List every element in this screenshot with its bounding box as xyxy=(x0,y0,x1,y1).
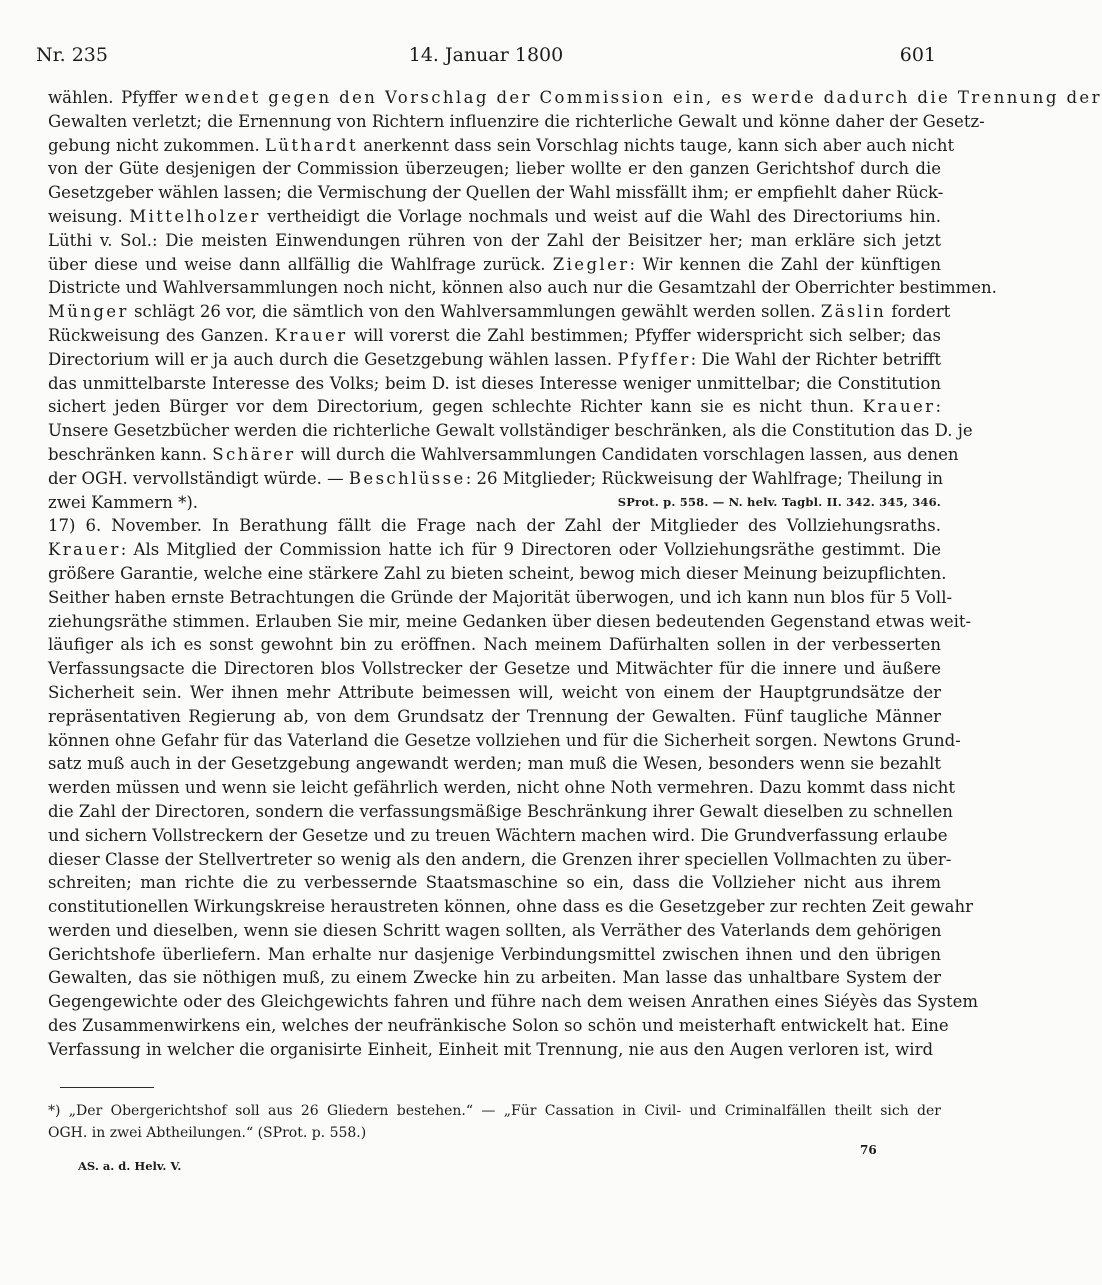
speaker-name: Ziegler xyxy=(552,254,630,274)
text-line xyxy=(48,729,961,753)
text-line xyxy=(48,681,941,705)
text-segment: ziehungsräthe stimmen. Erlauben Sie mir, meine Gedanken über diesen bedeutenden Gegenstand etwas weit- xyxy=(48,611,972,631)
text-segment: Verfassung in welcher die organisirte Einheit, Einheit mit Trennung, nie aus den Augen verloren ist, wird xyxy=(48,1039,934,1059)
text-line xyxy=(48,657,941,681)
text-segment: Rückweisung des Ganzen. xyxy=(48,325,275,345)
text-segment: zwei Kammern *). xyxy=(48,492,199,512)
text-line xyxy=(48,348,941,372)
text-segment: können ohne Gefahr für das Vaterland die Gesetze vollziehen und für die Sicherheit sorgen. Newtons Grund- xyxy=(48,730,961,750)
text-line xyxy=(48,253,941,277)
text-segment: werden müssen und wenn sie leicht gefährlich werden, nicht ohne Noth vermehren. Dazu kommt dass nicht xyxy=(48,778,955,798)
text-segment: dieser Classe der Stellvertreter so wenig als den andern, die Grenzen ihrer speciellen Vollmachten zu über- xyxy=(48,849,952,869)
text-line xyxy=(48,586,953,610)
text-line xyxy=(48,871,941,895)
text-line xyxy=(48,419,973,443)
text-segment: wählen. xyxy=(48,88,114,107)
text-segment: Seither haben ernste Betrachtungen die Gründe der Majorität überwogen, und ich kann nun blos für 5 Voll- xyxy=(48,587,953,607)
text-line xyxy=(48,324,941,348)
text-line xyxy=(48,491,941,515)
text-line xyxy=(48,633,941,657)
text-line xyxy=(48,943,941,967)
text-segment: werden und dieselben, wenn sie diesen Schritt wagen sollten, als Verräther des Vaterlands dem gehörigen xyxy=(48,920,942,940)
speaker-name: Beschlüsse xyxy=(348,468,466,488)
speaker-name: Krauer xyxy=(862,397,936,417)
speaker-name: Krauer xyxy=(274,325,348,345)
citation: SProt. p. 558. — N. helv. Tagbl. II. 342. 345, 346. xyxy=(617,494,941,509)
text-line xyxy=(48,848,952,872)
text-segment: sichert jeden Bürger vor dem Directorium, gegen schlechte Richter kann sie es nicht thun. xyxy=(48,397,863,417)
text-segment: satz muß auch in der Gesetzgebung angewandt werden; man muß die Wesen, besonders wenn sie bezahlt xyxy=(48,754,941,774)
text-segment: Gegengewichte oder des Gleichgewichts fahren und führe nach dem weisen Anrathen eines Siéyès das System xyxy=(48,992,979,1012)
text-segment: 17) 6. November. In Berathung fällt die Frage nach der Zahl der Mitglieder des Vollziehungsraths. xyxy=(48,516,941,536)
text-segment: gebung nicht zukommen. xyxy=(48,135,266,155)
text-segment: der OGH. vervollständigt würde. — xyxy=(48,468,349,488)
text-line xyxy=(48,919,941,943)
footnote xyxy=(48,1100,941,1144)
text-line xyxy=(48,800,953,824)
sheet-signature: 76 xyxy=(860,1143,877,1157)
text-line xyxy=(48,205,941,229)
text-segment: über diese und weise dann allfällig die Wahlfrage zurück. xyxy=(48,254,553,274)
speaker-name: Münger xyxy=(48,302,129,322)
text-segment: von der Güte desjenigen der Commission überzeugen; lieber wollte er den ganzen Gerichtshof durch die xyxy=(48,159,941,179)
text-line xyxy=(48,966,941,990)
text-segment: Unsere Gesetzbücher werden die richterliche Gewalt vollständiger beschränken, als die Constitution das D. je xyxy=(48,421,973,441)
text-segment: Districte und Wahlversammlungen noch nicht, können also auch nur die Gesamtzahl der Oberrichter bestimmen. xyxy=(48,278,997,298)
speaker-name: Zäslin xyxy=(820,302,887,322)
text-line xyxy=(48,300,951,324)
text-segment: vertheidigt die Vorlage nochmals und weist auf die Wahl des Directoriums hin. xyxy=(260,206,941,226)
text-line xyxy=(48,990,979,1014)
text-segment: schlägt 26 vor, die sämtlich von den Wahlversammlungen gewählt werden sollen. xyxy=(128,302,821,322)
text-segment: will vorerst die Zahl bestimmen; Pfyffer widerspricht sich selber; das xyxy=(347,325,941,345)
text-line xyxy=(48,110,985,134)
text-line xyxy=(48,134,955,158)
text-segment: das unmittelbarste Interesse des Volks; beim D. ist dieses Interesse weniger unmittelbar; die Constitution xyxy=(48,373,941,393)
text-line xyxy=(48,776,955,800)
issue-number: Nr. 235 xyxy=(36,44,108,66)
text-line xyxy=(48,610,972,634)
text-segment: : Wir kennen die Zahl der künftigen xyxy=(629,254,941,274)
footnote-line: *) „Der Obergerichtshof soll aus 26 Gliedern bestehen.“ — „Für Cassation in Civil- und Criminalfällen theilt sich der xyxy=(48,1103,941,1119)
text-segment: will durch die Wahlversammlungen Candidaten vorschlagen lassen, aus denen xyxy=(295,444,959,464)
text-segment: Gerichtshofe überliefern. Man erhalte nur dasjenige Verbindungsmittel zwischen ihnen und den übrigen xyxy=(48,944,941,964)
footnote-line: OGH. in zwei Abtheilungen.“ (SProt. p. 558.) xyxy=(48,1125,367,1141)
text-segment: schreiten; man richte die zu verbessernde Staatsmaschine so ein, dass die Vollzieher nicht aus ihrem xyxy=(48,873,941,893)
text-segment: weisung. xyxy=(48,206,130,226)
text-segment: fordert xyxy=(886,302,951,322)
text-segment: Sicherheit sein. Wer ihnen mehr Attribute beimessen will, weicht von einem der Hauptgrundsätze der xyxy=(48,682,941,702)
text-line xyxy=(48,1014,949,1038)
text-line xyxy=(48,276,997,300)
text-segment: größere Garantie, welche eine stärkere Zahl zu bieten scheint, bewog mich dieser Meinung beizupflichten. xyxy=(48,563,947,583)
text-segment: constitutionellen Wirkungskreise heraustreten können, ohne dass es die Gesetzgeber zur rechten Zeit gewahr xyxy=(48,897,974,917)
text-line xyxy=(48,443,959,467)
speaker-name: Schärer xyxy=(212,444,296,464)
text-line xyxy=(48,181,944,205)
text-line xyxy=(48,562,947,586)
text-segment: des Zusammenwirkens ein, welches der neufränkische Solon so schön und meisterhaft entwickelt hat. Eine xyxy=(48,1016,949,1036)
text-segment: Directorium will er ja auch durch die Gesetzgebung wählen lassen. xyxy=(48,349,618,369)
text-line xyxy=(48,752,941,776)
text-segment: Gesetzgeber wählen lassen; die Vermischung der Quellen der Wahl missfällt ihm; er empfiehlt daher Rück- xyxy=(48,183,944,203)
text-line xyxy=(48,514,941,538)
text-segment: : Als Mitglied der Commission hatte ich für 9 Directoren oder Vollziehungsräthe gestimmt. Die xyxy=(120,540,941,560)
text-segment: Gewalten verletzt; die Ernennung von Richtern influenzire die richterliche Gewalt und könne daher der Gesetz- xyxy=(48,111,985,131)
text-segment: : 26 Mitglieder; Rückweisung der Wahlfrage; Theilung in xyxy=(465,468,944,488)
text-segment: Lüthi v. Sol.: Die meisten Einwendungen rühren von der Zahl der Beisitzer her; man erkläre sich jetzt xyxy=(48,230,941,250)
page-header xyxy=(36,44,936,72)
text-segment: die Zahl der Directoren, sondern die verfassungsmäßige Beschränkung ihrer Gewalt dieselben zu schnellen xyxy=(48,801,953,821)
text-segment: Gewalten, das sie nöthigen muß, zu einem Zwecke hin zu arbeiten. Man lasse das unhaltbare System der xyxy=(48,968,941,988)
text-segment: Verfassungsacte die Directoren blos Vollstrecker der Gesetze und Mitwächter für die innere und äußere xyxy=(48,659,941,679)
text-line xyxy=(48,157,941,181)
text-segment: Pfyffer xyxy=(121,88,178,107)
source-label: AS. a. d. Helv. V. xyxy=(78,1159,182,1173)
text-segment: anerkennt dass sein Vorschlag nichts tauge, kann sich aber auch nicht xyxy=(358,135,955,155)
text-line xyxy=(48,824,948,848)
text-line xyxy=(48,538,941,562)
header-date: 14. Januar 1800 xyxy=(408,44,564,66)
text-line xyxy=(48,395,941,419)
footnote-divider xyxy=(60,1087,154,1088)
speaker-name: Mittelholzer xyxy=(129,206,261,226)
text-line xyxy=(48,705,941,729)
page-number: 601 xyxy=(899,44,936,66)
text-line xyxy=(48,1038,941,1062)
text-segment: und sichern Vollstreckern der Gesetze und zu treuen Wächtern machen wird. Die Grundverfassung erlaube xyxy=(48,825,948,845)
body-text xyxy=(48,86,1102,1062)
speaker-name: Lüthardt xyxy=(265,135,358,155)
text-segment: : Die Wahl der Richter betrifft xyxy=(690,349,941,369)
text-line xyxy=(48,372,941,396)
text-line xyxy=(48,895,974,919)
speaker-name: Krauer xyxy=(48,540,121,560)
speaker-name: Pfyffer xyxy=(617,349,691,369)
text-segment: läufiger als ich es sonst gewohnt bin zu eröffnen. Nach meinem Dafürhalten sollen in der verbesserten xyxy=(48,635,941,655)
text-line xyxy=(48,86,1102,110)
text-line xyxy=(48,467,944,491)
text-segment: repräsentativen Regierung ab, von dem Grundsatz der Trennung der Gewalten. Fünf taugliche Männer xyxy=(48,706,941,726)
speaker-name: wendet gegen den Vorschlag der Commission ein, es werde dadurch die Trennung der xyxy=(177,88,1102,107)
text-segment: : xyxy=(935,397,941,417)
text-line xyxy=(48,229,941,253)
text-segment: beschränken kann. xyxy=(48,444,213,464)
